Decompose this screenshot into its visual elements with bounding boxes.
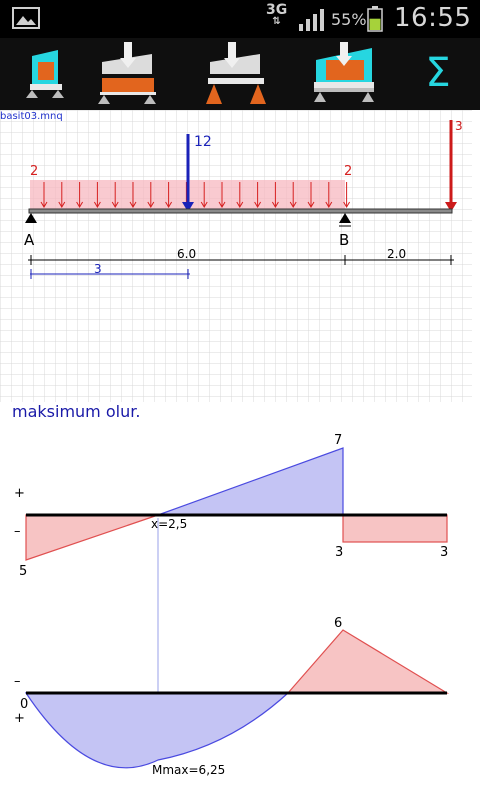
beam-canvas[interactable] (0, 110, 480, 410)
load-position-label: 3 (94, 262, 102, 276)
shear-positive-area (158, 448, 343, 515)
toolbar (0, 38, 480, 110)
tool-cantilever-load-button[interactable] (18, 38, 74, 110)
moment-plus: + (14, 711, 25, 726)
tool-load-selected-button[interactable] (308, 38, 380, 110)
file-name: basit03.mnq (0, 111, 63, 122)
span-overhang-label: 2.0 (387, 247, 407, 261)
svg-text:Σ: Σ (425, 50, 451, 96)
point-load-value: 12 (194, 134, 212, 150)
tool-distributed-load-button[interactable] (200, 38, 272, 110)
support-b-label: B (339, 231, 350, 249)
tool-point-load-button[interactable] (92, 38, 164, 110)
shear-negative-area (26, 515, 158, 560)
beam (29, 209, 452, 213)
diagrams (0, 424, 480, 800)
shear-minus: – (14, 524, 21, 539)
beam-load-cantilever-icon (18, 38, 74, 110)
shear-overhang-area (343, 515, 447, 542)
shear-left-value: 5 (19, 564, 28, 579)
status-bar (0, 0, 480, 38)
span-main-label: 6.0 (177, 247, 197, 261)
signal-strength-icon (298, 8, 328, 32)
moment-diagram (14, 616, 447, 777)
result-message-text: maksimum olur. (12, 402, 141, 421)
beam-load-selected-icon (308, 38, 380, 110)
shear-zero-label: x=2,5 (151, 517, 188, 531)
shear-right-value-2: 3 (440, 545, 449, 560)
network-type (266, 3, 287, 27)
moment-negative-area (288, 630, 447, 693)
data-arrows-icon: ⇅ (272, 16, 281, 27)
moment-zero: 0 (20, 697, 29, 712)
clock: 16:55 (394, 3, 472, 33)
moment-peak-value: 6 (334, 616, 343, 631)
shear-diagram (14, 433, 448, 579)
dist-load-left-value: 2 (30, 164, 39, 179)
end-load-value: 3 (455, 119, 463, 133)
support-a-label: A (24, 231, 35, 249)
moment-positive-area (26, 693, 288, 768)
battery-icon (367, 6, 383, 32)
beam-distributed-load-icon (200, 38, 272, 110)
sigma-icon (412, 38, 464, 110)
gallery-notification-icon (12, 7, 40, 29)
dist-load-right-value: 2 (344, 164, 353, 179)
shear-plus: + (14, 486, 25, 501)
moment-minus: – (14, 674, 21, 689)
battery-percent: 55% (331, 10, 367, 29)
moment-max-label: Mmax=6,25 (152, 763, 226, 777)
result-message (0, 402, 480, 424)
beam-point-load-icon (92, 38, 164, 110)
shear-right-value-1: 3 (335, 545, 344, 560)
shear-peak-value: 7 (334, 433, 343, 448)
tool-sigma-button[interactable] (412, 38, 464, 110)
network-label: 3G (266, 2, 288, 18)
